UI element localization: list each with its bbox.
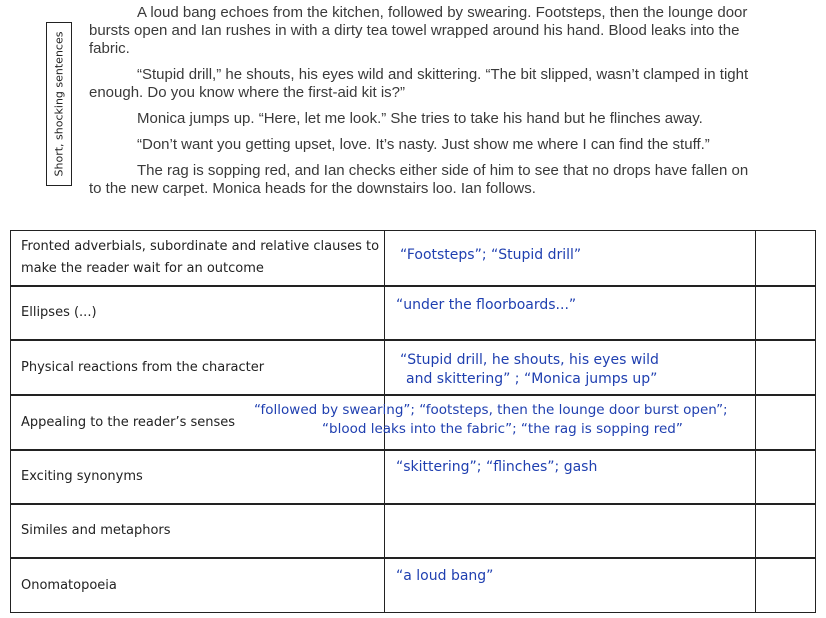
answer-cell[interactable] — [384, 504, 756, 558]
technique-label: Appealing to the reader’s senses — [10, 395, 384, 450]
story-passage — [89, 4, 759, 206]
technique-label: Exciting synonyms — [10, 450, 384, 504]
technique-label: Onomatopoeia — [10, 558, 384, 613]
tick-cell[interactable] — [756, 395, 816, 450]
technique-label: Fronted adverbials, subordinate and relative clauses to make the reader wait for an outcome — [10, 230, 384, 286]
technique-label: Physical reactions from the character — [10, 340, 384, 395]
technique-label: Similes and metaphors — [10, 504, 384, 558]
handwritten-answer: and skittering” ; “Monica jumps up” — [406, 371, 658, 387]
handwritten-answer: “a loud bang” — [396, 568, 494, 584]
table-row — [10, 504, 816, 558]
tick-cell[interactable] — [756, 558, 816, 613]
tick-cell[interactable] — [756, 230, 816, 286]
tick-cell[interactable] — [756, 340, 816, 395]
handwritten-answer: “blood leaks into the fabric”; “the rag is sopping red” — [322, 421, 683, 437]
tick-cell[interactable] — [756, 450, 816, 504]
passage-paragraph: A loud bang echoes from the kitchen, followed by swearing. Footsteps, then the lounge door bursts open and Ian rushes in with a dirty tea towel wrapped around his hand. Blood leaks into the fabric. — [89, 4, 748, 57]
tick-cell[interactable] — [756, 286, 816, 340]
tick-cell[interactable] — [756, 504, 816, 558]
side-label — [46, 22, 72, 186]
side-label-text: Short, shocking sentences — [52, 31, 66, 177]
passage-paragraph: “Don’t want you getting upset, love. It’s nasty. Just show me where I can find the stuff.” — [137, 136, 710, 153]
passage-paragraph: The rag is sopping red, and Ian checks either side of him to see that no drops have fallen on to the new carpet. Monica heads for the downstairs loo. Ian follows. — [89, 162, 749, 197]
handwritten-answer: “followed by swearing”; “footsteps, then the lounge door burst open”; — [254, 402, 728, 418]
handwritten-answer: “skittering”; “flinches”; gash — [396, 459, 598, 475]
handwritten-answer: “Footsteps”; “Stupid drill” — [400, 247, 582, 263]
handwritten-answer: “Stupid drill, he shouts, his eyes wild — [400, 352, 659, 368]
passage-paragraph: Monica jumps up. “Here, let me look.” She tries to take his hand but he flinches away. — [137, 110, 703, 127]
passage-paragraph: “Stupid drill,” he shouts, his eyes wild and skittering. “The bit slipped, wasn’t clamped in tight enough. Do you know where the first-aid kit is?” — [89, 66, 749, 101]
technique-label: Ellipses (...) — [10, 286, 384, 340]
handwritten-answer: “under the floorboards...” — [396, 297, 577, 313]
